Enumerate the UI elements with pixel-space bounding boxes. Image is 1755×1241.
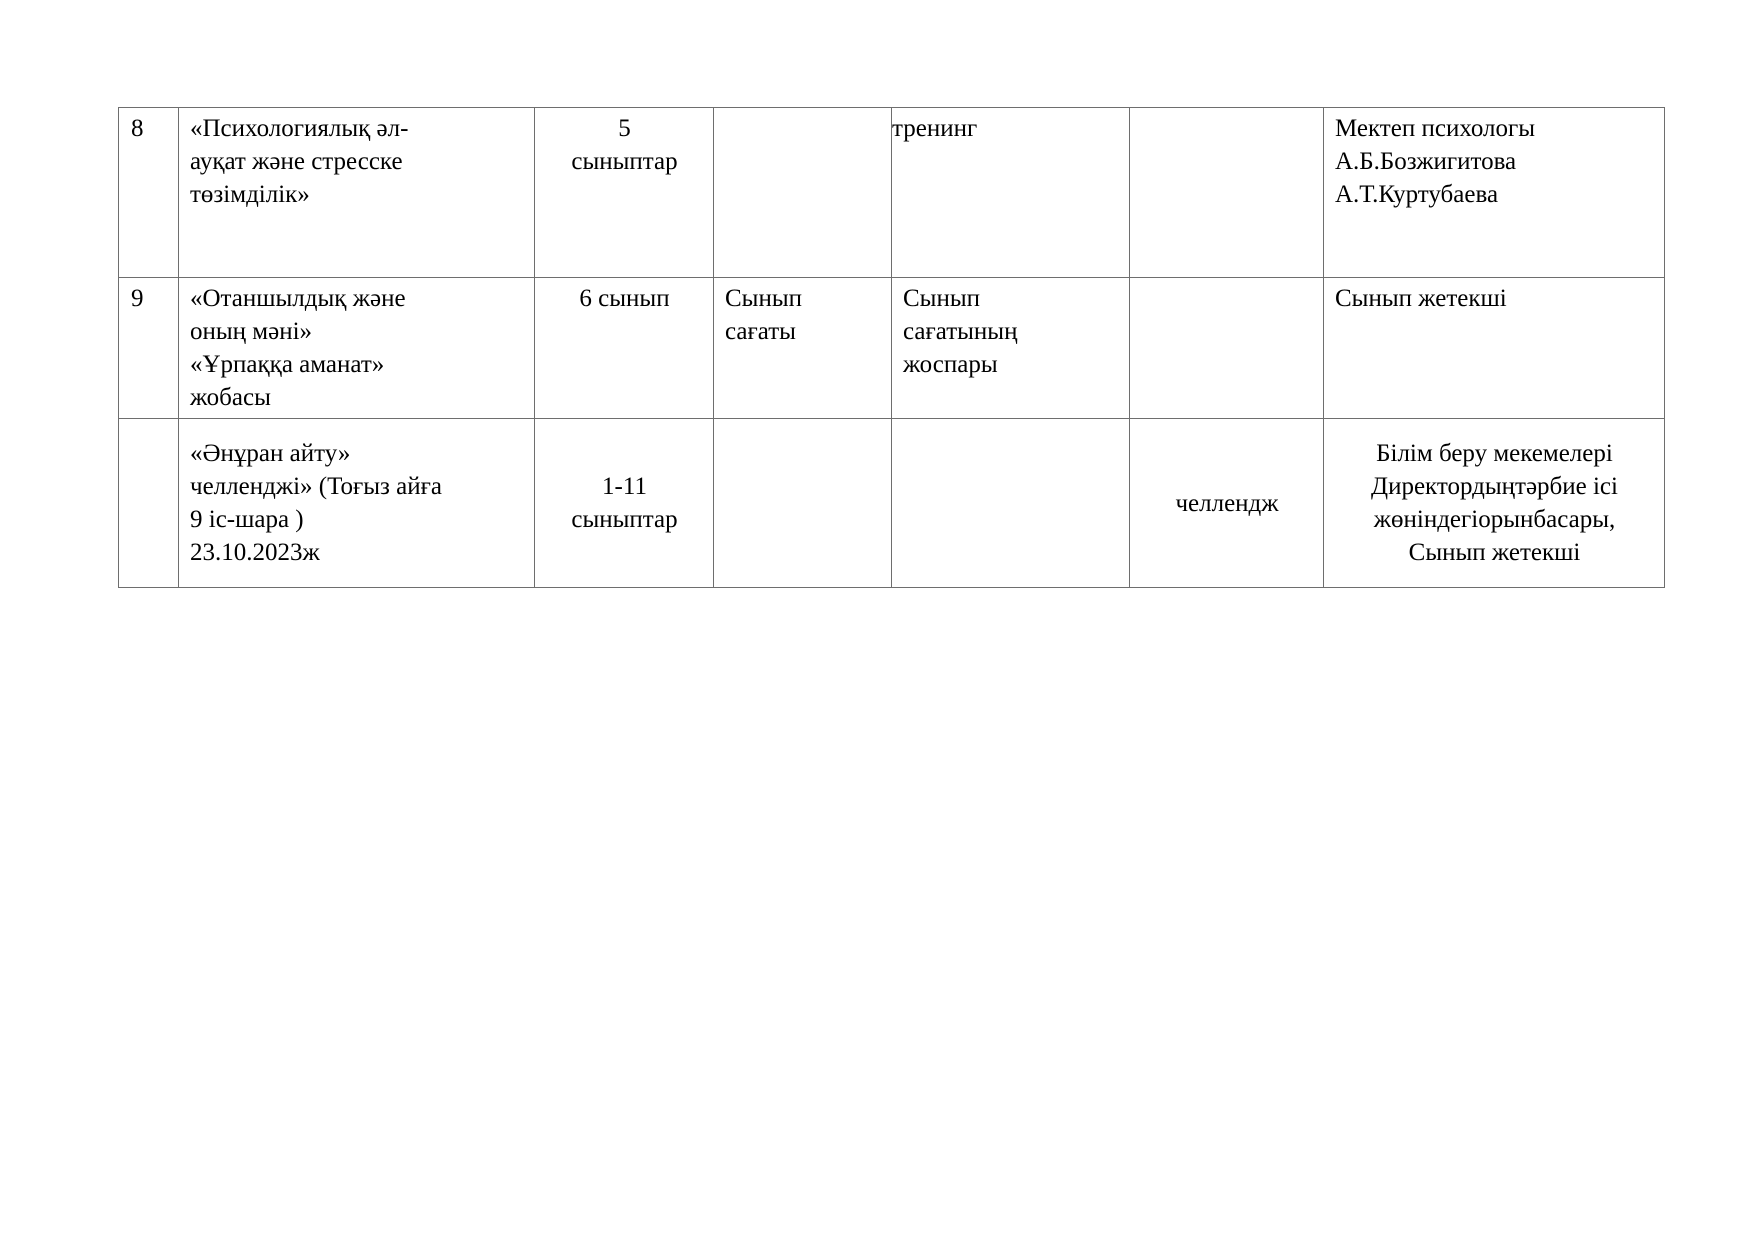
responsible-cell bbox=[1324, 419, 1665, 588]
format-cell bbox=[892, 108, 1130, 278]
form-line: Сынып bbox=[725, 285, 803, 312]
format-cell bbox=[892, 278, 1130, 419]
audience-cell bbox=[535, 419, 714, 588]
table-row bbox=[119, 419, 1665, 588]
form-cell bbox=[714, 419, 892, 588]
responsible-line: А.Б.Бозжигитова bbox=[1335, 148, 1517, 175]
event-title-cell bbox=[179, 108, 535, 278]
format-cell bbox=[892, 419, 1130, 588]
audience-cell bbox=[535, 108, 714, 278]
format-line: Сынып bbox=[903, 285, 981, 312]
format-line: жоспары bbox=[903, 351, 998, 378]
event-title-line: «Ұрпаққа аманат» bbox=[190, 351, 385, 378]
responsible-line: Білім беру мекемелері bbox=[1376, 440, 1613, 467]
responsible-cell bbox=[1324, 278, 1665, 419]
form-cell bbox=[714, 278, 892, 419]
table-row bbox=[119, 108, 1665, 278]
result-cell bbox=[1130, 278, 1324, 419]
audience-line: 6 сынып bbox=[579, 285, 670, 312]
row-number: 8 bbox=[131, 115, 144, 142]
responsible-cell bbox=[1324, 108, 1665, 278]
audience-line: сыныптар bbox=[571, 506, 678, 533]
audience-line: сыныптар bbox=[571, 148, 678, 175]
event-title-line: жобасы bbox=[190, 384, 271, 411]
audience-cell bbox=[535, 278, 714, 419]
format-line: тренинг bbox=[892, 115, 978, 142]
row-number-cell bbox=[119, 419, 179, 588]
event-title-cell bbox=[179, 278, 535, 419]
audience-line: 5 bbox=[618, 115, 631, 142]
event-title-line: челленджі» (Тоғыз айға bbox=[190, 473, 443, 500]
result-cell bbox=[1130, 419, 1324, 588]
responsible-line: Мектеп психологы bbox=[1335, 115, 1536, 142]
form-cell bbox=[714, 108, 892, 278]
responsible-line: А.Т.Куртубаева bbox=[1335, 181, 1499, 208]
format-line: сағатының bbox=[903, 318, 1018, 345]
event-title-line: «Психологиялық әл- bbox=[190, 115, 409, 142]
result-line: челлендж bbox=[1175, 489, 1279, 517]
events-plan-table bbox=[118, 107, 1665, 588]
result-cell bbox=[1130, 108, 1324, 278]
row-number-cell bbox=[119, 108, 179, 278]
responsible-line: Сынып жетекші bbox=[1408, 539, 1581, 566]
event-title-cell bbox=[179, 419, 535, 588]
event-title-line: 23.10.2023ж bbox=[190, 539, 320, 566]
event-title-line: «Әнұран айту» bbox=[190, 440, 351, 467]
event-title-line: ауқат және стресске bbox=[190, 148, 403, 175]
event-title-line: төзімділік» bbox=[190, 181, 310, 208]
responsible-line: Директордыңтәрбие ісі bbox=[1371, 473, 1618, 500]
event-title-line: оның мәні» bbox=[190, 318, 313, 345]
row-number-cell bbox=[119, 278, 179, 419]
row-number: 9 bbox=[131, 285, 144, 312]
audience-line: 1-11 bbox=[602, 473, 647, 500]
responsible-line: жөніндегіорынбасары, bbox=[1373, 506, 1616, 533]
form-line: сағаты bbox=[725, 318, 796, 345]
event-title-line: «Отаншылдық және bbox=[190, 285, 406, 312]
responsible-line: Сынып жетекші bbox=[1335, 285, 1507, 312]
event-title-line: 9 іс-шара ) bbox=[190, 506, 304, 533]
table-row bbox=[119, 278, 1665, 419]
